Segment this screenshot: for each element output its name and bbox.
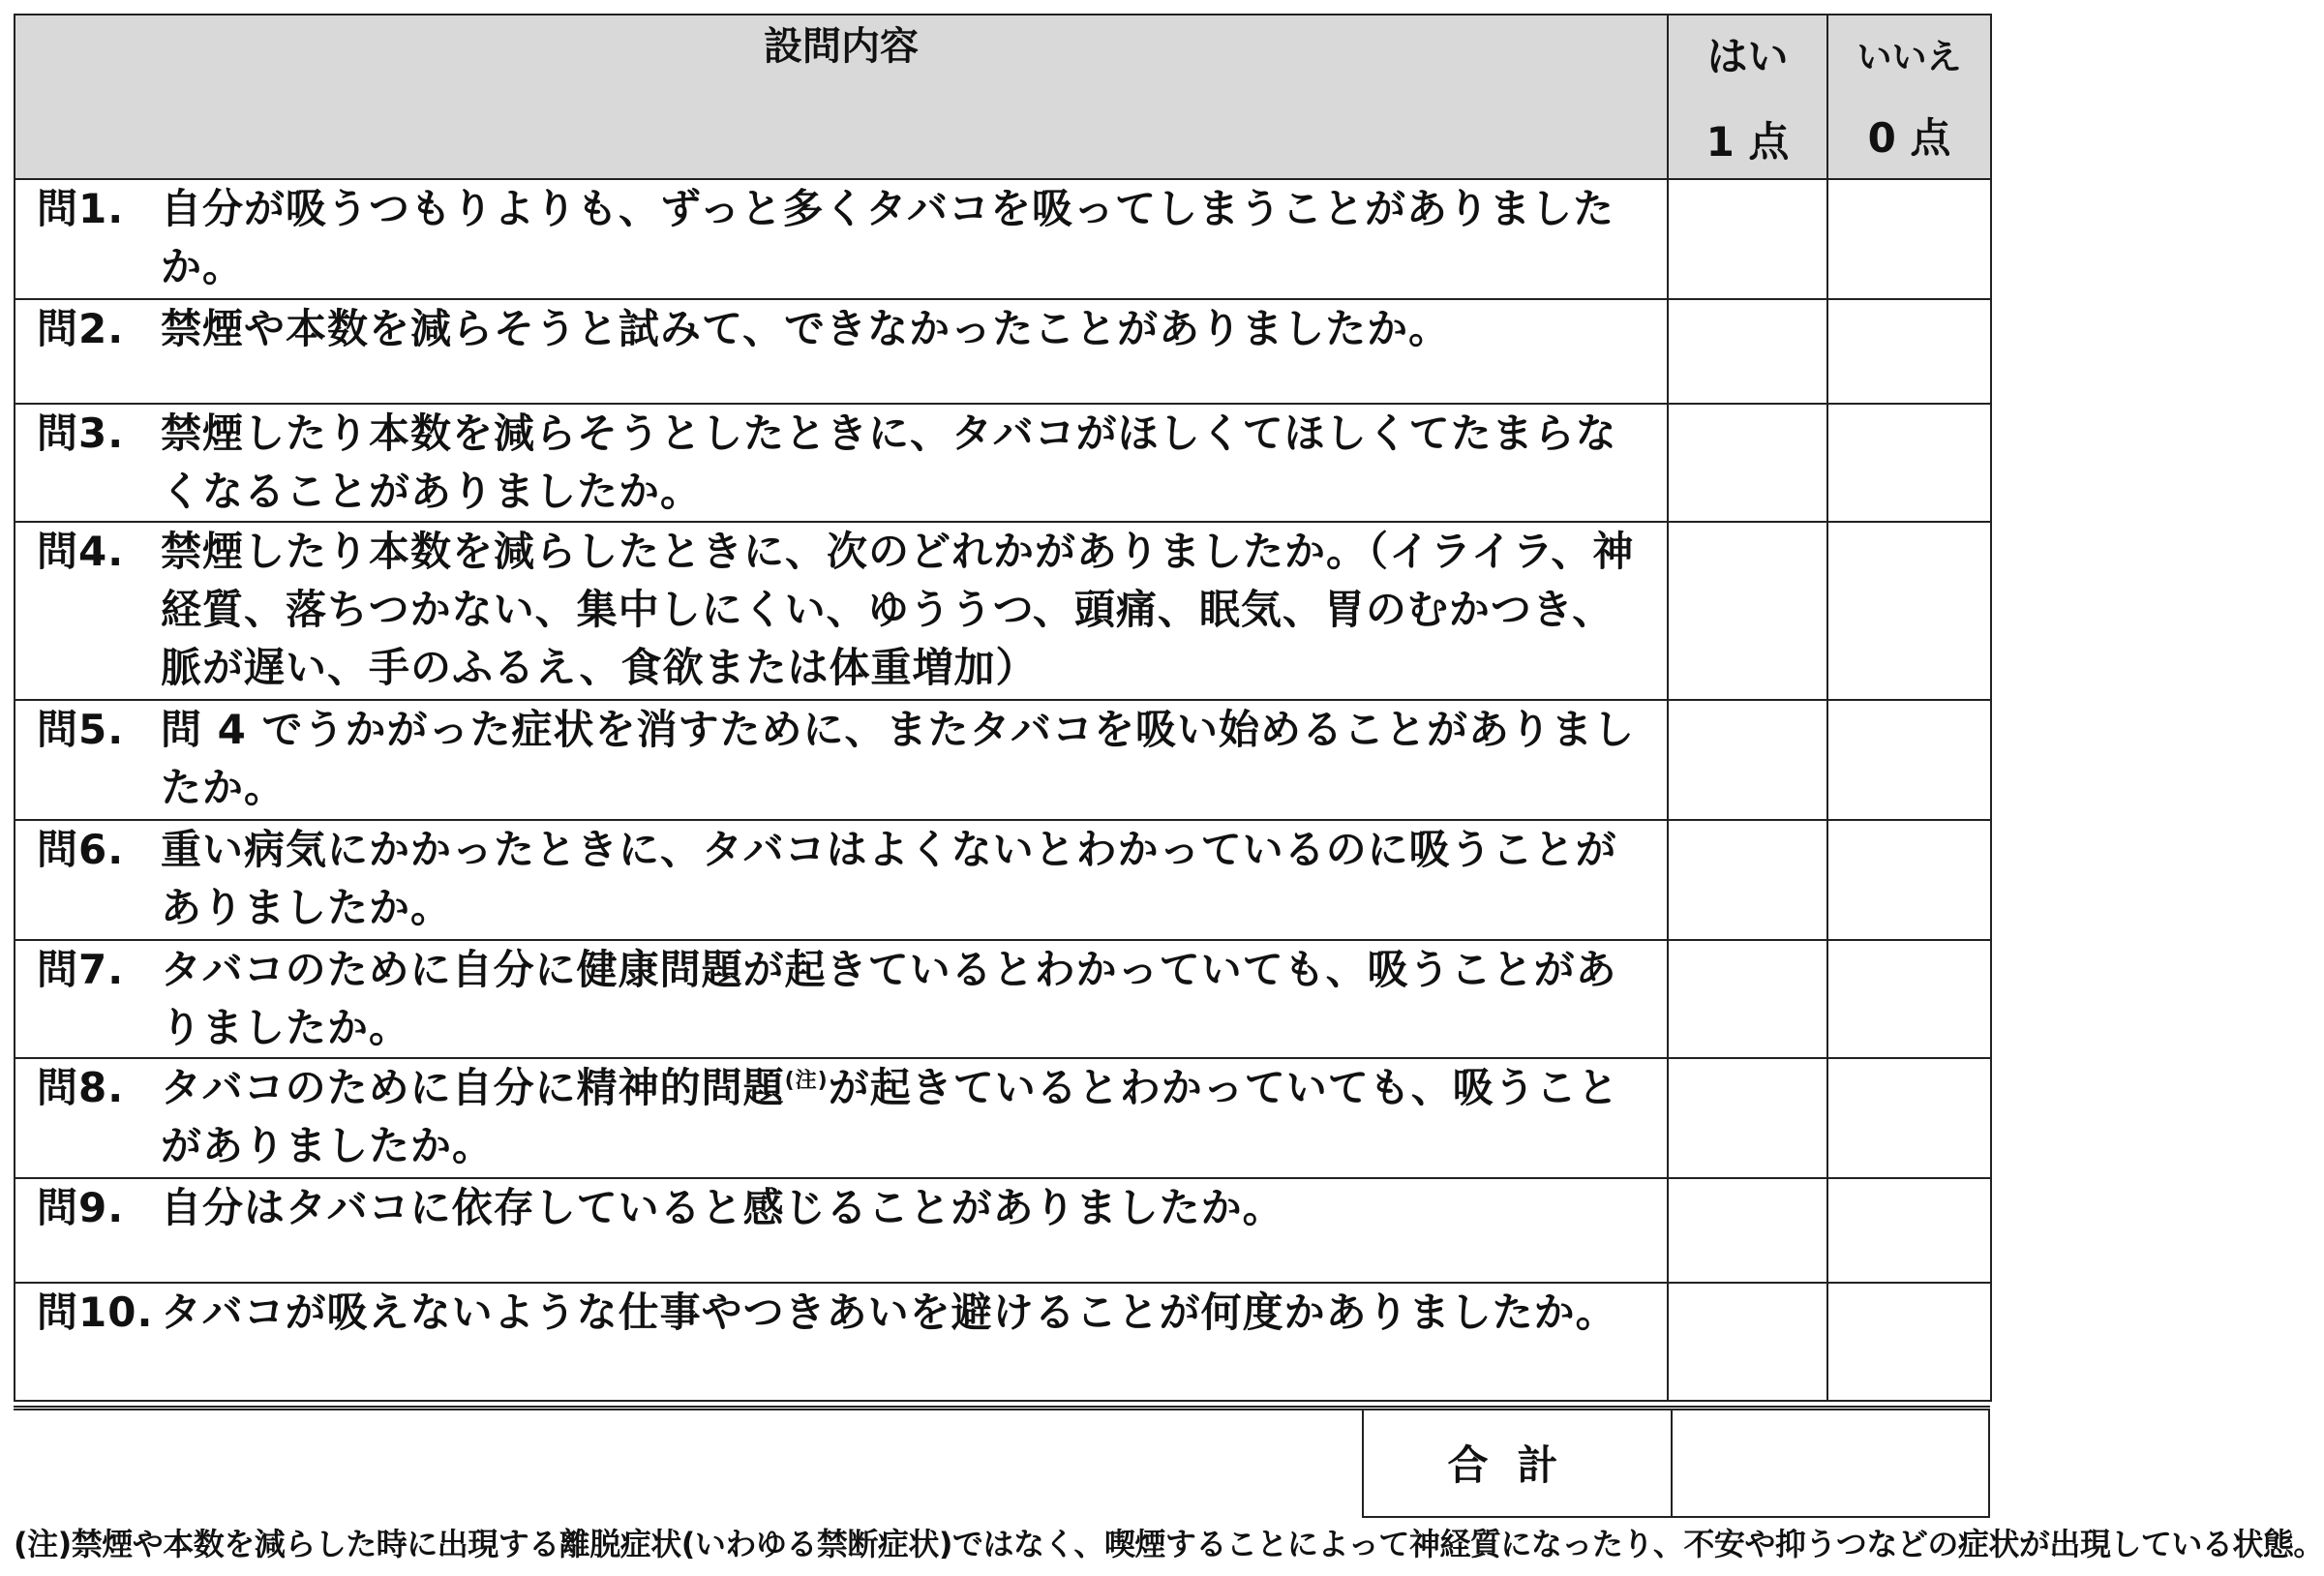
question-text-continued: が起きているとわかっていても、吸うことがありましたか。: [161, 1064, 1619, 1169]
no-answer-cell[interactable]: [1827, 700, 1991, 820]
question-cell: [15, 299, 1668, 404]
yes-answer-cell[interactable]: [1668, 1058, 1827, 1178]
question-row: [15, 940, 1991, 1058]
question-number: 問4.: [37, 528, 125, 575]
question-row: [15, 700, 1991, 820]
question-row: [15, 1178, 1991, 1283]
no-answer-cell[interactable]: [1827, 1283, 1991, 1401]
question-row: [15, 1058, 1991, 1178]
question-row: [15, 404, 1991, 522]
no-answer-cell[interactable]: [1827, 522, 1991, 700]
no-answer-cell[interactable]: [1827, 1178, 1991, 1283]
no-answer-cell[interactable]: [1827, 820, 1991, 940]
no-header: [1827, 15, 1991, 179]
question-cell: [15, 522, 1668, 700]
question-row: [15, 820, 1991, 940]
yes-answer-cell[interactable]: [1668, 1283, 1827, 1401]
question-row: [15, 299, 1991, 404]
question-cell: [15, 179, 1668, 299]
yes-label: はい: [1706, 33, 1789, 80]
question-text: 自分が吸うつもりよりも、ずっと多くタバコを吸ってしまうことがありましたか。: [161, 185, 1615, 290]
question-text: 禁煙したり本数を減らしたときに、次のどれかがありましたか。（イライラ、神経質、落ちつかない、集中しにくい、ゆううつ、頭痛、眠気、胃のむかつき、脈が遅い、手のふるえ、食欲または体重増加）: [161, 528, 1635, 691]
yes-answer-cell[interactable]: [1668, 522, 1827, 700]
yes-answer-cell[interactable]: [1668, 179, 1827, 299]
no-points: 0 点: [1867, 113, 1951, 162]
question-text: 問 4 でうかがった症状を消すために、またタバコを吸い始めることがありましたか。: [161, 706, 1636, 811]
header-row: [15, 15, 1991, 179]
question-cell: [15, 700, 1668, 820]
question-number: 問5.: [37, 706, 125, 753]
footnote: (注)禁煙や本数を減らした時に出現する離脱症状(いわゆる禁断症状)ではなく、喫煙することによって神経質になったり、不安や抑うつなどの症状が出現している状態。: [14, 1526, 2324, 1562]
question-number: 問2.: [37, 305, 125, 352]
question-cell: [15, 940, 1668, 1058]
question-text: 禁煙や本数を減らそうと試みて、できなかったことがありましたか。: [161, 305, 1451, 352]
total-value-cell[interactable]: [1673, 1409, 1988, 1516]
question-row: [15, 1283, 1991, 1401]
question-cell: [15, 1058, 1668, 1178]
question-number: 問7.: [37, 946, 125, 993]
questionnaire-table: [14, 14, 1992, 1402]
question-text: タバコのために自分に精神的問題: [161, 1064, 785, 1111]
no-answer-cell[interactable]: [1827, 1058, 1991, 1178]
yes-answer-cell[interactable]: [1668, 299, 1827, 404]
question-cell: [15, 404, 1668, 522]
no-answer-cell[interactable]: [1827, 299, 1991, 404]
question-number: 問3.: [37, 409, 125, 457]
question-text: タバコのために自分に健康問題が起きているとわかっていても、吸うことがありましたか。: [161, 946, 1617, 1051]
no-label: いいえ: [1856, 37, 1962, 77]
question-number: 問9.: [37, 1184, 125, 1231]
total-label: 合計: [1364, 1409, 1673, 1516]
footnote-marker: (注): [784, 1069, 829, 1093]
question-number: 問8.: [37, 1064, 125, 1111]
total-box: [1362, 1409, 1990, 1518]
question-text: 重い病気にかかったときに、タバコはよくないとわかっているのに吸うことがありましたか。: [161, 826, 1617, 931]
yes-answer-cell[interactable]: [1668, 700, 1827, 820]
yes-answer-cell[interactable]: [1668, 404, 1827, 522]
yes-points: 1 点: [1705, 118, 1790, 166]
question-row: [15, 522, 1991, 700]
question-text: タバコが吸えないような仕事やつきあいを避けることが何度かありましたか。: [161, 1288, 1617, 1336]
yes-answer-cell[interactable]: [1668, 820, 1827, 940]
question-cell: [15, 1178, 1668, 1283]
question-text: 禁煙したり本数を減らそうとしたときに、タバコがほしくてほしくてたまらなくなることがありましたか。: [161, 409, 1617, 515]
question-number: 問10.: [37, 1288, 154, 1336]
question-text: 自分はタバコに依存していると感じることがありましたか。: [161, 1184, 1284, 1231]
question-number: 問1.: [37, 185, 125, 232]
content-header: 設問内容: [15, 15, 1668, 179]
question-row: [15, 179, 1991, 299]
question-number: 問6.: [37, 826, 125, 873]
question-cell: [15, 1283, 1668, 1401]
no-answer-cell[interactable]: [1827, 404, 1991, 522]
no-answer-cell[interactable]: [1827, 179, 1991, 299]
yes-answer-cell[interactable]: [1668, 940, 1827, 1058]
yes-answer-cell[interactable]: [1668, 1178, 1827, 1283]
yes-header: [1668, 15, 1827, 179]
question-cell: [15, 820, 1668, 940]
no-answer-cell[interactable]: [1827, 940, 1991, 1058]
